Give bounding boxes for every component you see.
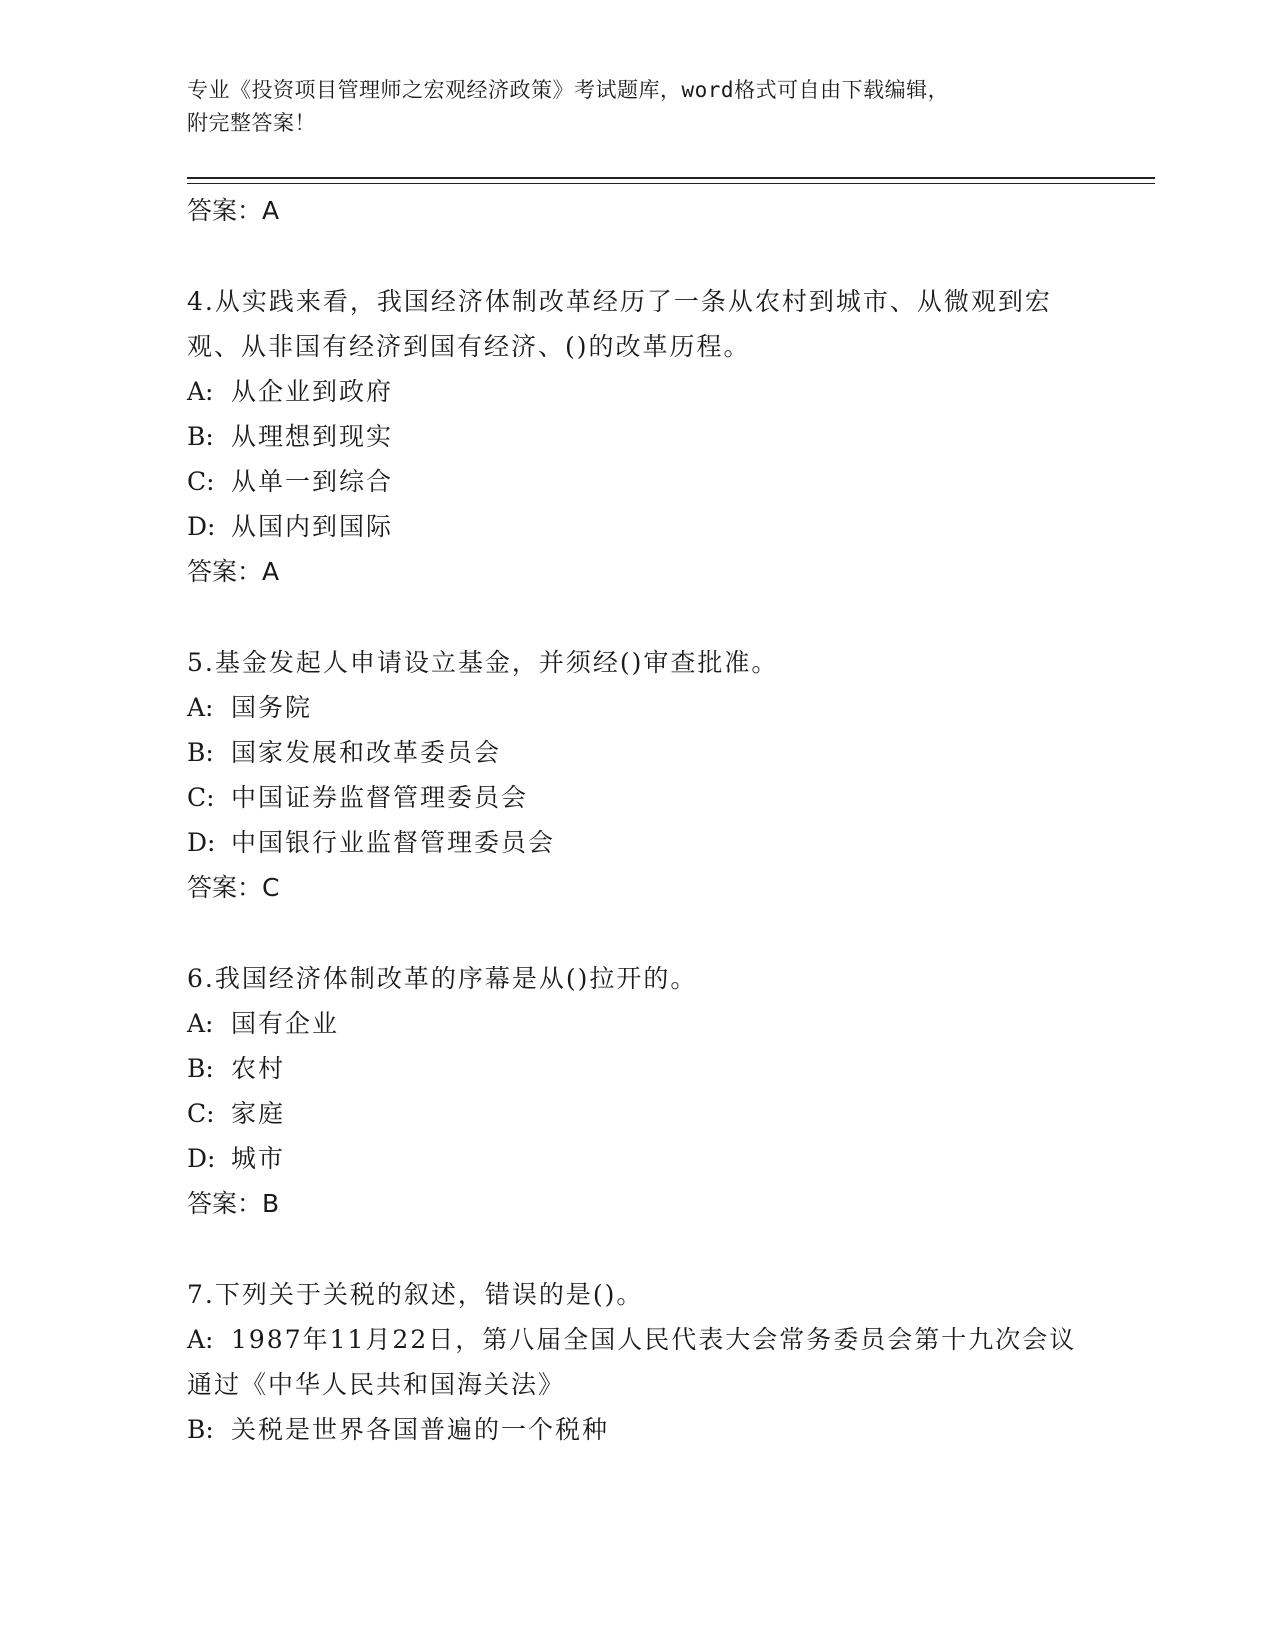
option-d: [187, 1136, 1087, 1181]
option-c: [187, 1091, 1087, 1136]
option-label: D:: [187, 512, 216, 541]
option-label: C:: [187, 1099, 215, 1128]
option-label: B:: [187, 1415, 214, 1444]
option-label: D:: [187, 1144, 216, 1173]
question-stem: 6.我国经济体制改革的序幕是从()拉开的。: [187, 964, 698, 993]
option-text: 家庭: [231, 1099, 286, 1128]
option-label: B:: [187, 1054, 214, 1083]
option-a: [187, 685, 1087, 730]
option-text: 国有企业: [231, 1009, 340, 1038]
option-b: [187, 730, 1087, 775]
answer-line: 答案：C: [187, 873, 280, 902]
question-stem: 5.基金发起人申请设立基金，并须经()审查批准。: [187, 648, 779, 677]
option-label: C:: [187, 467, 215, 496]
option-label: D:: [187, 828, 216, 857]
option-text: 1987年11月22日，第八届全国人民代表大会常务委员会第十九次会议通过《中华人民共和国海关法》: [187, 1325, 1077, 1399]
option-label: A:: [187, 1325, 214, 1354]
option-a: [187, 1001, 1087, 1046]
question-list: [187, 188, 1087, 1452]
header-divider-thick: [187, 177, 1155, 179]
option-b: [187, 1407, 1087, 1452]
option-label: B:: [187, 422, 214, 451]
option-label: C:: [187, 783, 215, 812]
option-text: 中国银行业监督管理委员会: [231, 828, 556, 857]
answer-line: 答案：B: [187, 1189, 280, 1218]
option-d: [187, 820, 1087, 865]
question-block: [187, 279, 1087, 595]
question-block: [187, 956, 1087, 1227]
answer-line: 答案：A: [187, 557, 280, 586]
option-text: 从理想到现实: [231, 422, 394, 451]
option-label: A:: [187, 693, 214, 722]
option-text: 农村: [231, 1054, 286, 1083]
question-block: [187, 640, 1087, 911]
document-header: [187, 74, 1087, 140]
option-c: [187, 775, 1087, 820]
header-line-2: 附完整答案！: [187, 111, 316, 135]
question-block: [187, 1272, 1087, 1452]
option-text: 关税是世界各国普遍的一个税种: [231, 1415, 610, 1444]
option-a: [187, 369, 1087, 414]
option-label: A:: [187, 377, 214, 406]
option-text: 从单一到综合: [231, 467, 394, 496]
header-line-1: 专业《投资项目管理师之宏观经济政策》考试题库，word格式可自由下载编辑，: [187, 78, 950, 102]
question-stem: 7.下列关于关税的叙述，错误的是()。: [187, 1280, 644, 1309]
option-text: 城市: [231, 1144, 286, 1173]
question-stem: 4.从实践来看，我国经济体制改革经历了一条从农村到城市、从微观到宏观、从非国有经济到国有经济、()的改革历程。: [187, 287, 1052, 361]
option-text: 中国证券监督管理委员会: [231, 783, 529, 812]
option-text: 国务院: [231, 693, 313, 722]
option-d: [187, 504, 1087, 549]
option-label: B:: [187, 738, 214, 767]
option-c: [187, 459, 1087, 504]
option-b: [187, 1046, 1087, 1091]
option-b: [187, 414, 1087, 459]
option-text: 国家发展和改革委员会: [231, 738, 502, 767]
option-a: [187, 1317, 1087, 1407]
answer-line: 答案：A: [187, 196, 280, 225]
header-divider-thin: [187, 183, 1155, 184]
option-text: 从国内到国际: [231, 512, 394, 541]
option-text: 从企业到政府: [231, 377, 394, 406]
option-label: A:: [187, 1009, 214, 1038]
